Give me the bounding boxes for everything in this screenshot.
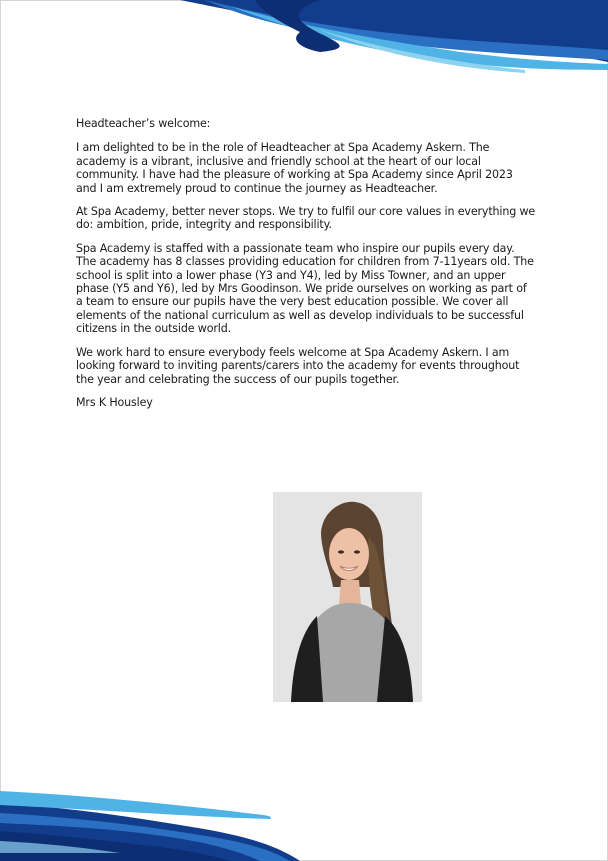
letter-paragraph-4: We work hard to ensure everybody feels welcome at Spa Academy Askern. I am looking forward to inviting parents/carers into the academy for events throughout the year and celebrating the success of our pupils together. <box>76 345 520 386</box>
letter-paragraph-1: I am delighted to be in the role of Headteacher at Spa Academy Askern. The academy is a vibrant, inclusive and friendly school at the heart of our local community. I have had the pleasure of working at Spa Academy since April 2023 and I am extremely proud to continue the journey as Headteacher. <box>76 141 513 195</box>
headteacher-portrait <box>273 492 422 702</box>
header-wave-decoration <box>0 0 608 80</box>
letter-paragraph-3: Spa Academy is staffed with a passionate team who inspire our pupils every day. The academy has 8 classes providing education for children from 7-11years old. The school is split into a lower phase (Y3 and Y4), led by Miss Towner, and an upper phase (Y5 and Y6), led by Mrs Goodinson. We pride ourselves on working as part of a team to ensure our pupils have the very best education possible. We cover all elements of the national curriculum as well as develop individuals to be successful citizens in the outside world. <box>76 241 534 336</box>
letter-signature: Mrs K Housley <box>76 395 153 409</box>
letter-body <box>76 117 536 419</box>
letter-greeting: Headteacher’s welcome: <box>76 117 211 130</box>
letter-paragraph-2: At Spa Academy, better never stops. We try to fulfil our core values in everything we do: ambition, pride, integrity and responsibility. <box>76 205 536 232</box>
footer-wave-decoration <box>0 781 608 861</box>
